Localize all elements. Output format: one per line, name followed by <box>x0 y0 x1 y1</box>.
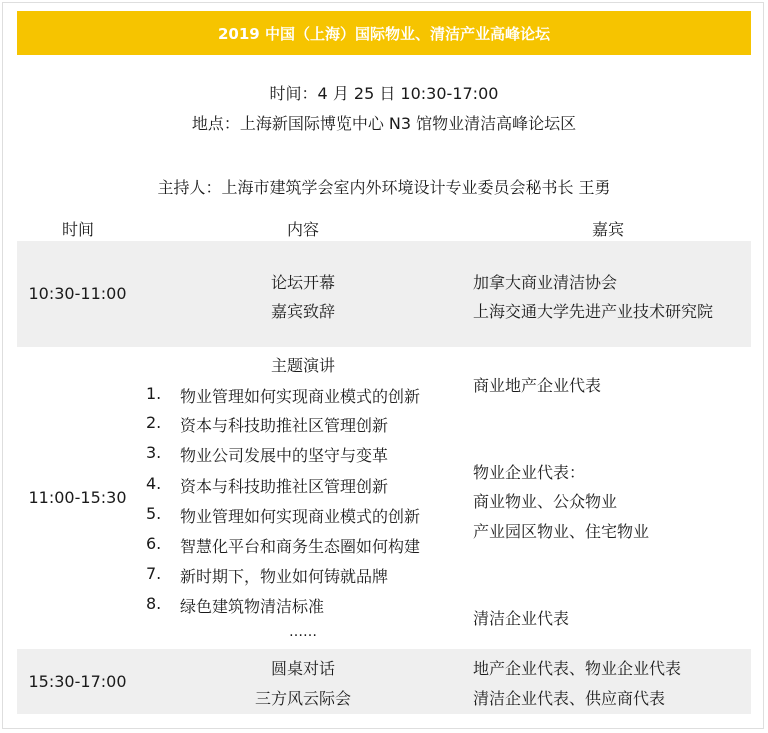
row-3-time: 15:30-17:00 <box>28 672 127 691</box>
row-1-guest-2: 上海交通大学先进产业技术研究院 <box>473 302 714 321</box>
host-line: 主持人：上海市建筑学会室内外环境设计专业委员会秘书长 王勇 <box>157 178 611 197</box>
header-guests: 嘉宾 <box>591 220 624 239</box>
row-2-guest-4: 产业园区物业、住宅物业 <box>473 522 650 541</box>
agenda-item: 物业公司发展中的坚守与变革 <box>180 446 389 465</box>
row-2-guest-5: 清洁企业代表 <box>473 609 570 628</box>
agenda-item-number: 1. <box>146 384 162 403</box>
row-1-content-1: 论坛开幕 <box>270 273 335 292</box>
agenda-item-number: 2. <box>146 413 162 432</box>
agenda-ellipsis: …… <box>289 624 317 640</box>
time-line: 时间：4 月 25 日 10:30-17:00 <box>269 84 499 103</box>
row-1-time: 10:30-11:00 <box>28 284 127 303</box>
agenda-item: 新时期下，物业如何铸就品牌 <box>180 567 389 586</box>
row-2-time: 11:00-15:30 <box>28 488 127 507</box>
row-3-guest-1: 地产企业代表、物业企业代表 <box>473 659 682 678</box>
agenda-item-number: 4. <box>146 474 162 493</box>
row-3-content-1: 圆桌对话 <box>270 659 335 678</box>
agenda-item: 物业管理如何实现商业模式的创新 <box>180 507 421 526</box>
forum-title: 2019 中国（上海）国际物业、清洁产业高峰论坛 <box>17 11 751 55</box>
row-2-content-title: 主题演讲 <box>270 356 335 375</box>
agenda-item: 智慧化平台和商务生态圈如何构建 <box>180 537 421 556</box>
agenda-item-number: 3. <box>146 443 162 462</box>
agenda-item: 物业管理如何实现商业模式的创新 <box>180 387 421 406</box>
agenda-item: 资本与科技助推社区管理创新 <box>180 477 389 496</box>
location-line: 地点：上海新国际博览中心 N3 馆物业清洁高峰论坛区 <box>191 114 577 133</box>
row-3-content-2: 三方风云际会 <box>254 689 351 708</box>
agenda-item-number: 8. <box>146 594 162 613</box>
row-2-guest-1: 商业地产企业代表 <box>473 376 602 395</box>
agenda-item: 绿色建筑物清洁标准 <box>180 597 325 616</box>
agenda-item-number: 7. <box>146 564 162 583</box>
agenda-item-number: 5. <box>146 504 162 523</box>
agenda-item-number: 6. <box>146 534 162 553</box>
row-3-guest-2: 清洁企业代表、供应商代表 <box>473 689 666 708</box>
header-content: 内容 <box>286 220 319 239</box>
header-time: 时间 <box>61 220 94 239</box>
row-1-guest-1: 加拿大商业清洁协会 <box>473 273 618 292</box>
row-1-content-2: 嘉宾致辞 <box>270 302 335 321</box>
agenda-item: 资本与科技助推社区管理创新 <box>180 416 389 435</box>
row-2-guest-2: 物业企业代表： <box>473 463 586 482</box>
row-2-guest-3: 商业物业、公众物业 <box>473 492 618 511</box>
